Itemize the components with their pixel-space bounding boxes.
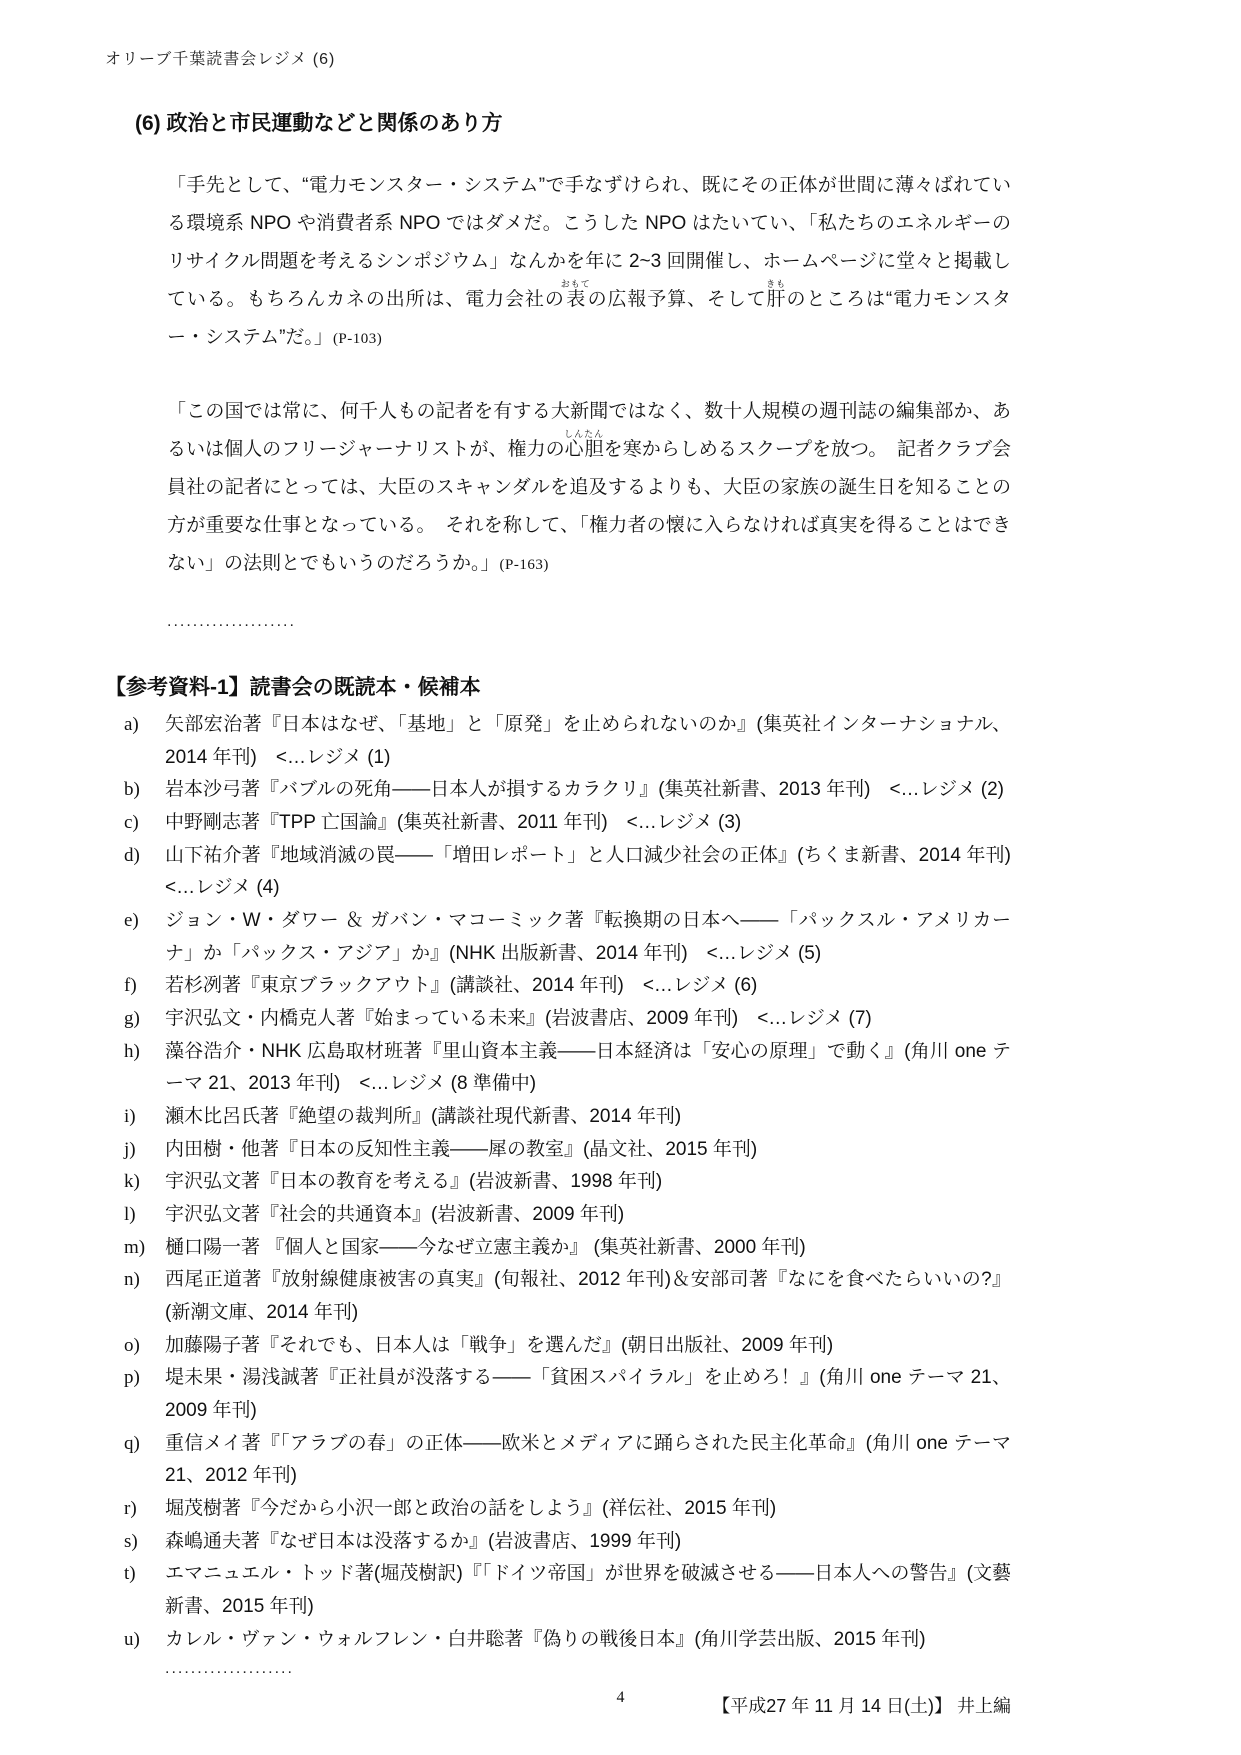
item-text: 藻谷浩介・NHK 広島取材班著『里山資本主義――日本経済は「安心の原理」で動く』(角川 one テーマ 21、2013 年刊) <…レジメ (8 準備中) [165,1040,1011,1095]
reference-list-item-o [122,1330,1011,1363]
item-text: 樋口陽一著 『個人と国家――今なぜ立憲主義か』 (集英社新書、2000 年刊) [165,1236,806,1258]
reference-list-item-g [122,1003,1011,1036]
quote-paragraph-1 [167,167,1011,357]
reference-list-item-r [122,1493,1011,1526]
item-text: 若杉冽著『東京ブラックアウト』(講談社、2014 年刊) <…レジメ (6) [165,975,758,997]
reference-list [122,709,1031,1656]
item-text: 宇沢弘文・内橋克人著『始まっている未来』(岩波書店、2009 年刊) <…レジメ (7) [165,1008,872,1030]
reference-list-item-c [122,807,1011,840]
reference-list-item-h [122,1036,1011,1101]
reference-list-item-s [122,1526,1011,1559]
item-text: 加藤陽子著『それでも、日本人は「戦争」を選んだ』(朝日出版社、2009 年刊) [165,1334,834,1356]
item-letter-label: o) [124,1334,140,1356]
item-text: 森嶋通夫著『なぜ日本は没落するか』(岩波書店、1999 年刊) [165,1530,682,1552]
furigana-ruby: 表おもて [560,279,591,310]
item-letter-label: c) [124,812,139,834]
furigana-ruby: 肝きも [766,279,787,310]
item-letter-label: k) [124,1171,140,1193]
item-text: カレル・ヴァン・ウォルフレン・白井聡著『偽りの戦後日本』(角川学芸出版、2015 年刊) [165,1628,926,1650]
item-text: 中野剛志著『TPP 亡国論』(集英社新書、2011 年刊) <…レジメ (3) [165,812,742,834]
reference-list-item-b [122,774,1011,807]
dotted-separator-top: .................... [167,613,296,630]
dotted-separator-bottom: .................... [165,1660,294,1678]
reference-list-item-q [122,1428,1011,1493]
reference-list-item-p [122,1362,1011,1427]
item-text: ジョン・W・ダワー ＆ ガバン・マコーミック著『転換期の日本へ――「パックスル・アメリカーナ」か「パックス・アジア」か』(NHK 出版新書、2014 年刊) <…レジメ (5) [165,910,1011,964]
reference-list-item-l [122,1199,1011,1232]
reference-list-item-j [122,1134,1011,1167]
item-letter-label: l) [124,1204,136,1226]
item-text: 宇沢弘文著『日本の教育を考える』(岩波新書、1998 年刊) [165,1171,663,1193]
item-letter-label: q) [124,1432,140,1454]
item-text: 岩本沙弓著『バブルの死角――日本人が損するカラクリ』(集英社新書、2013 年刊) <…レジメ (2) [165,779,1004,801]
page-number: 4 [616,1689,625,1706]
item-text: 西尾正道著『放射線健康被害の真実』(旬報社、2012 年刊)＆安部司著『なにを食べたらいいの?』(新潮文庫、2014 年刊) [165,1269,1011,1324]
reference-list-item-u [122,1624,1011,1657]
item-text: 重信メイ著『「アラブの春」の正体――欧米とメディアに踊らされた民主化革命』(角川 one テーマ 21、2012 年刊) [165,1432,1011,1487]
item-letter-label: f) [124,975,137,997]
item-text: エマニュエル・トッド著(堀茂樹訳)『「ドイツ帝国」が世界を破滅させる――日本人への警告』(文藝新書、2015 年刊) [165,1563,1011,1618]
item-letter-label: t) [124,1563,136,1585]
item-letter-label: i) [124,1106,136,1128]
item-text: 宇沢弘文著『社会的共通資本』(岩波新書、2009 年刊) [165,1204,625,1226]
item-letter-label: s) [124,1530,138,1552]
item-text: 山下祐介著『地域消滅の罠――「増田レポート」と人口減少社会の正体』(ちくま新書、2014 年刊) <…レジメ (4) [165,844,1031,899]
item-letter-label: e) [124,910,139,932]
item-letter-label: j) [124,1138,136,1160]
reference-list-item-a [122,709,1011,774]
item-letter-label: d) [124,844,140,866]
reference-list-item-f [122,970,1011,1003]
reference-list-item-e [122,905,1011,970]
item-letter-label: p) [124,1367,140,1389]
item-letter-label: b) [124,779,140,801]
item-text: 堤未果・湯浅誠著『正社員が没落する――「貧困スパイラル」を止めろ！』(角川 one テーマ 21、2009 年刊) [165,1367,1011,1422]
item-letter-label: m) [124,1236,146,1258]
section-title: (6) 政治と市民運動などと関係のあり方 [135,112,503,135]
item-text: 堀茂樹著『今だから小沢一郎と政治の話をしよう』(祥伝社、2015 年刊) [165,1498,777,1520]
reference-list-item-n [122,1264,1011,1329]
item-letter-label: u) [124,1628,140,1650]
page-ref-2: (P-163) [499,557,549,573]
page-ref-1: (P-103) [332,331,383,347]
item-letter-label: a) [124,714,139,735]
quote-paragraph-2 [167,393,1011,583]
reference-list-item-t [122,1558,1011,1623]
item-text: 内田樹・他著『日本の反知性主義――犀の教室』(晶文社、2015 年刊) [165,1138,758,1160]
item-letter-label: g) [124,1008,140,1030]
quote-text-2: 「この国では常に、何千人もの記者を有する大新聞ではなく、数十人規模の週刊誌の編集部か、あるいは個人のフリージャーナリストが、権力の心胆しんたんを寒からしめるスクープを放つ。 記者クラブ会員社の記者にとっては、大臣のスキャンダルを追及するよりも、大臣の家族の誕生日を知ることの方が重要な仕事となっている。 それを称して、「権力者の懐に入らなければ真実を得ることはできない」の法則とでもいうのだろうか。」 [167,401,1011,574]
item-letter-label: h) [124,1040,140,1062]
running-header: オリーブ千葉読書会レジメ (6) [105,51,336,68]
footer-credit: 【平成27 年 11 月 14 日(土)】 井上編 [712,1696,1011,1717]
item-text: 瀬木比呂氏著『絶望の裁判所』(講談社現代新書、2014 年刊) [165,1106,682,1128]
quote-text-1: 「手先として、“電力モンスター・システム”で手なずけられ、既にその正体が世間に薄々ばれている環境系 NPO や消費者系 NPO ではダメだ。こうした NPO はたいてい、「私たちのエネルギーのリサイクル問題を考えるシンポジウム」なんかを年に 2~3 回開催し、ホームページに堂々と掲載している。もちろんカネの出所は、電力会社の表おもての広報予算、そして肝きものところは“電力モンスター・システム”だ。」 [167,175,1011,348]
reference-list-item-d [122,840,1031,905]
item-letter-label: n) [124,1269,140,1291]
reference-list-item-i [122,1101,1011,1134]
reference-list-item-m [122,1232,1011,1265]
reference-heading: 【参考資料-1】読書会の既読本・候補本 [105,676,481,699]
item-letter-label: r) [124,1498,137,1520]
item-text: 矢部宏治著『日本はなぜ、「基地」と「原発」を止められないのか』(集英社インターナショナル、2014 年刊) <…レジメ (1) [165,714,1011,768]
furigana-ruby: 心胆しんたん [564,429,605,460]
reference-list-item-k [122,1166,1011,1199]
